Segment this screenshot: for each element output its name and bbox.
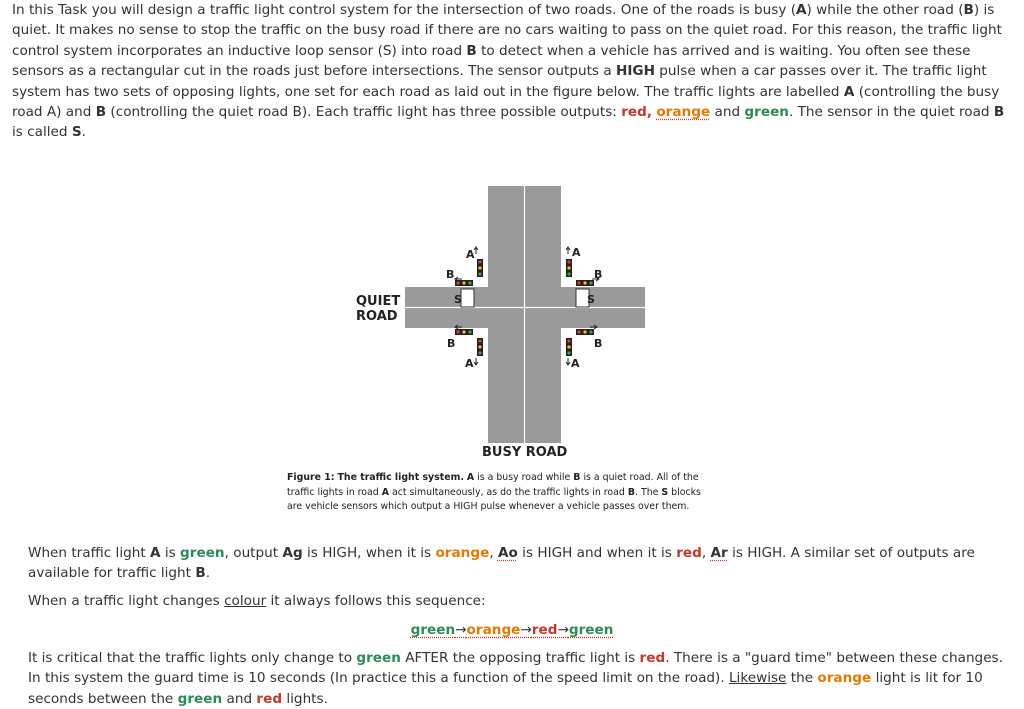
arrow-down-icon <box>474 358 478 365</box>
sequence-arrow: → <box>520 622 532 638</box>
label-b-bottom-right: B <box>594 337 603 350</box>
guard-text: . There is a "guard time" between these changes. In this system the guard time is 10 seconds (In practice this a function of the speed limit on the road). <box>28 650 1003 687</box>
intro-text: (controlling the busy road A) and <box>12 83 1000 121</box>
intro-text: (controlling the quiet road B). Each traffic light has three possible outputs: <box>106 104 622 121</box>
label-b-bottom-left: B <box>447 337 456 350</box>
intro-text: ) while the other road ( <box>806 2 964 18</box>
orange-word: orange <box>656 104 711 121</box>
intro-text: pulse when a car passes over it. The traffic light system has two sets of opposing lights, one set for each road as laid out in the figure below. The traffic lights are labelled <box>12 63 987 100</box>
orange-word: orange <box>435 545 490 561</box>
traffic-light-b-bottom-right <box>576 329 594 335</box>
traffic-light-a-top-left <box>477 259 483 277</box>
red-word: red <box>639 650 666 666</box>
caption-a: A <box>466 472 475 483</box>
light-sequence <box>0 620 1024 640</box>
sequence-orange: orange <box>466 622 521 638</box>
caption-text: blocks are vehicle sensors which output a HIGH pulse whenever a vehicle passes over them. <box>287 486 701 512</box>
intro-text: ) is quiet. It makes no sense to stop the traffic on the busy road if there are no cars waiting to pass on the quiet road. For this reason, the traffic light control system incorporates an inductive loop sensor (S) into road <box>12 2 1002 59</box>
green-word: green <box>744 104 789 121</box>
figure-caption <box>287 471 719 515</box>
orange-word: orange <box>817 670 872 687</box>
caption-a: A <box>381 486 389 498</box>
arrow-up-icon <box>474 247 478 254</box>
road-b-label: B <box>963 2 974 18</box>
sequence-intro-paragraph <box>28 591 1008 611</box>
arrow-down-icon <box>566 358 570 365</box>
outputs-paragraph <box>28 543 1008 584</box>
intro-text: . <box>81 124 86 141</box>
road-a-label: A <box>796 2 807 18</box>
traffic-light-b-top-right <box>576 280 594 286</box>
sensor-left-label: S <box>454 293 462 306</box>
outputs-text: . <box>205 565 211 582</box>
green-word: green <box>180 545 225 561</box>
likewise-word: Likewise <box>728 670 787 687</box>
caption-text: . The <box>635 486 659 498</box>
light-a-label: A <box>150 545 161 561</box>
red-word: red <box>621 104 647 121</box>
caption-title: Figure 1: <box>287 472 335 483</box>
road-b-label: B <box>993 104 1005 121</box>
traffic-light-a-bottom-left <box>477 338 483 356</box>
label-b-top-left: B <box>446 268 455 281</box>
label-a-bottom-left: A <box>465 357 474 370</box>
light-b-label: B <box>195 565 206 582</box>
output-ag: Ag <box>282 545 303 561</box>
traffic-light-a-bottom-right <box>566 338 572 356</box>
sequence-green: green <box>568 622 614 638</box>
caption-text: is a quiet road. All of the traffic lights in road <box>287 472 699 498</box>
red-word: red <box>676 545 702 561</box>
sequence-intro-text: it always follows this sequence: <box>266 593 486 609</box>
sequence-arrow: → <box>557 622 569 638</box>
colour-word: colour <box>224 593 267 609</box>
output-ar: Ar <box>710 545 728 561</box>
sensor-right-label: S <box>587 293 595 306</box>
outputs-text: is HIGH and when it is <box>517 545 677 561</box>
outputs-text: is <box>160 545 181 561</box>
red-word: red <box>256 690 283 707</box>
label-a-top-left: A <box>466 248 475 261</box>
guard-text: light is lit for 10 seconds between the <box>28 670 983 707</box>
guard-text: AFTER the opposing traffic light is <box>400 650 640 666</box>
outputs-text: is HIGH, when it is <box>302 545 436 561</box>
label-a-top-right: A <box>572 246 581 259</box>
busy-road-label: BUSY ROAD <box>482 445 568 460</box>
caption-b: B <box>627 486 636 498</box>
outputs-text: , <box>489 545 498 561</box>
label-a-bottom-right: A <box>571 357 580 370</box>
intro-text: and <box>710 104 745 121</box>
light-b-label: B <box>95 104 107 121</box>
guard-time-paragraph <box>28 648 1008 709</box>
sensor-left <box>461 289 474 307</box>
arrow-up-icon <box>566 247 570 254</box>
road-b-label: B <box>466 42 477 59</box>
quiet-road-label-line1: QUIET <box>356 294 401 309</box>
caption-title: The traffic light system. <box>337 472 464 483</box>
caption-s: S <box>661 486 669 498</box>
guard-text: the <box>786 670 818 687</box>
caption-text: act simultaneously, as do the traffic lights in road <box>391 486 625 498</box>
caption-b: B <box>573 472 581 483</box>
light-a-label: A <box>843 83 855 100</box>
quiet-road-label-line2: ROAD <box>356 309 398 324</box>
sequence-red: red <box>531 622 558 638</box>
outputs-text: is HIGH. A similar set of outputs are available for traffic light <box>28 545 975 582</box>
traffic-light-a-top-right <box>566 259 572 277</box>
caption-text: is a busy road while <box>477 472 571 483</box>
intro-text: is called <box>12 124 72 141</box>
green-word: green <box>356 650 401 666</box>
intro-text: to detect when a vehicle has arrived and is waiting. You often see these sensors as a rectangular cut in the roads just before intersections. The sensor outputs a <box>12 42 971 80</box>
outputs-text: , <box>701 545 711 561</box>
label-b-top-right: B <box>594 268 603 281</box>
guard-text: and <box>222 690 257 707</box>
outputs-text: , output <box>224 545 283 561</box>
guard-text: It is critical that the traffic lights only change to <box>28 650 357 666</box>
output-ao: Ao <box>497 545 518 561</box>
intro-text: . The sensor in the quiet road <box>788 104 994 121</box>
green-word: green <box>177 690 223 707</box>
sequence-arrow: → <box>455 622 467 638</box>
sequence-intro-text: When a traffic light changes <box>28 593 225 609</box>
guard-text: lights. <box>282 690 328 707</box>
high-label: HIGH <box>615 63 655 80</box>
sequence-green: green <box>410 622 456 638</box>
traffic-light-b-bottom-left <box>455 329 473 335</box>
sensor-label: S <box>71 124 82 141</box>
outputs-text: When traffic light <box>28 545 150 561</box>
comma: , <box>646 104 653 121</box>
intro-text: In this Task you will design a traffic light control system for the intersection of two roads. One of the roads is busy ( <box>12 2 797 18</box>
